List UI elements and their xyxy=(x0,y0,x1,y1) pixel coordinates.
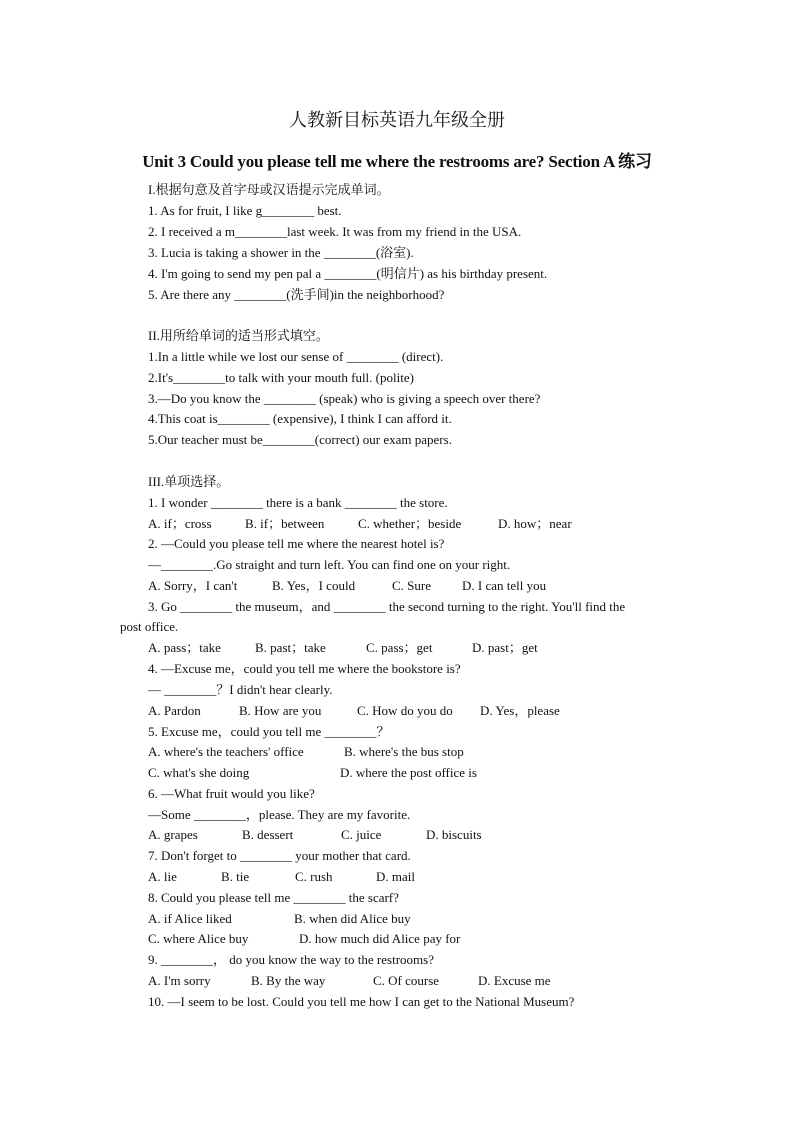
question-6-response: —Some ________，please. They are my favorite. xyxy=(148,807,411,822)
section1-item: 3. Lucia is taking a shower in the ________(浴室). xyxy=(148,245,414,260)
option-d: D. past；get xyxy=(472,640,538,655)
option-a: A. I'm sorry xyxy=(148,973,211,988)
option-a: A. Sorry，I can't xyxy=(148,578,238,593)
question-7: 7. Don't forget to ________ your mother that card. xyxy=(148,848,411,863)
section2-item: 1.In a little while we lost our sense of ________ (direct). xyxy=(148,349,444,364)
option-b: B. tie xyxy=(221,869,250,884)
option-c: C. How do you do xyxy=(357,703,453,718)
option-a: A. Pardon xyxy=(148,703,201,718)
option-d: D. how；near xyxy=(498,516,572,531)
section1-item: 4. I'm going to send my pen pal a ________(明信片) as his birthday present. xyxy=(148,266,548,281)
question-8: 8. Could you please tell me ________ the scarf? xyxy=(148,890,399,905)
option-d: D. where the post office is xyxy=(340,765,477,780)
section3-heading: III.单项选择。 xyxy=(148,474,230,489)
option-a: A. lie xyxy=(148,869,177,884)
page-title: 人教新目标英语九年级全册 xyxy=(289,110,505,130)
question-3-continued: post office. xyxy=(120,619,179,634)
option-c: C. whether；beside xyxy=(358,516,462,531)
option-c: C. rush xyxy=(295,869,333,884)
question-6: 6. —What fruit would you like? xyxy=(148,786,315,801)
question-4: 4. —Excuse me，could you tell me where the bookstore is? xyxy=(148,661,461,676)
option-a: A. where's the teachers' office xyxy=(148,744,304,759)
option-d: D. how much did Alice pay for xyxy=(299,931,461,946)
option-a: A. if；cross xyxy=(148,516,212,531)
option-d: D. Excuse me xyxy=(478,973,551,988)
option-c: C. pass；get xyxy=(366,640,433,655)
option-a: A. grapes xyxy=(148,827,198,842)
option-a: A. if Alice liked xyxy=(148,911,232,926)
option-d: D. biscuits xyxy=(426,827,482,842)
section2-item: 5.Our teacher must be________(correct) our exam papers. xyxy=(148,432,452,447)
section1-item: 2. I received a m________last week. It was from my friend in the USA. xyxy=(148,224,522,239)
section1-item: 1. As for fruit, I like g________ best. xyxy=(148,203,342,218)
question-3: 3. Go ________ the museum，and ________ the second turning to the right. You'll find the xyxy=(148,599,626,614)
option-c: C. juice xyxy=(341,827,382,842)
option-d: D. mail xyxy=(376,869,415,884)
section2-item: 3.—Do you know the ________ (speak) who is giving a speech over there? xyxy=(148,391,541,406)
option-b: B. By the way xyxy=(251,973,326,988)
section1-item: 5. Are there any ________(洗手间)in the neighborhood? xyxy=(148,287,445,302)
option-d: D. I can tell you xyxy=(462,578,547,593)
option-b: B. How are you xyxy=(239,703,322,718)
section2-item: 4.This coat is________ (expensive), I think I can afford it. xyxy=(148,411,452,426)
question-4-response: — ________？I didn't hear clearly. xyxy=(148,682,333,697)
question-5: 5. Excuse me，could you tell me ________？ xyxy=(148,724,390,739)
option-b: B. when did Alice buy xyxy=(294,911,411,926)
option-c: C. Sure xyxy=(392,578,431,593)
question-9: 9. ________， do you know the way to the restrooms? xyxy=(148,952,434,967)
option-b: B. if；between xyxy=(245,516,325,531)
section2-item: 2.It's________to talk with your mouth full. (polite) xyxy=(148,370,414,385)
option-b: B. Yes，I could xyxy=(272,578,356,593)
section2-heading: II.用所给单词的适当形式填空。 xyxy=(148,328,329,343)
option-c: C. Of course xyxy=(373,973,440,988)
option-c: C. where Alice buy xyxy=(148,931,249,946)
question-2-response: —________.Go straight and turn left. You can find one on your right. xyxy=(148,557,511,572)
option-b: B. where's the bus stop xyxy=(344,744,464,759)
section1-heading: I.根据句意及首字母或汉语提示完成单词。 xyxy=(148,182,390,197)
question-2: 2. —Could you please tell me where the nearest hotel is? xyxy=(148,536,445,551)
question-10: 10. —I seem to be lost. Could you tell me how I can get to the National Museum? xyxy=(148,994,575,1009)
option-b: B. past；take xyxy=(255,640,326,655)
option-d: D. Yes，please xyxy=(480,703,560,718)
option-a: A. pass；take xyxy=(148,640,221,655)
question-1: 1. I wonder ________ there is a bank ________ the store. xyxy=(148,495,448,510)
worksheet-subtitle: Unit 3 Could you please tell me where the restrooms are? Section A 练习 xyxy=(142,152,652,171)
option-b: B. dessert xyxy=(242,827,294,842)
option-c: C. what's she doing xyxy=(148,765,250,780)
